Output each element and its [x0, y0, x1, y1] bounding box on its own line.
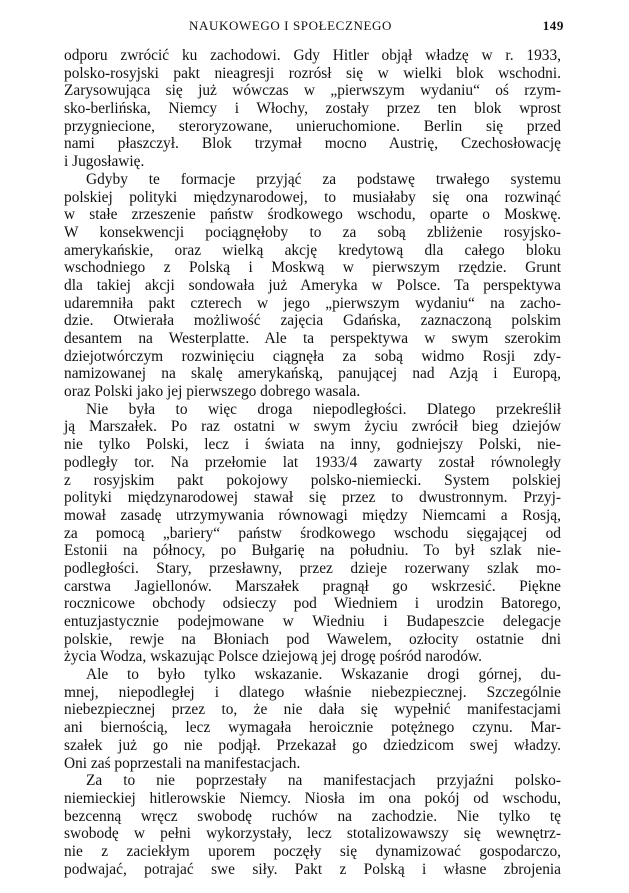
text-line: carstwa Jagiellonów. Marszałek pragnął go wskrzesić. Piękne	[64, 577, 561, 595]
text-line: Estonii na północy, po Bułgarię na południu. To był szlak nie-	[64, 542, 561, 560]
text-line: Nie była to więc droga niepodległości. Dlatego przekreślił	[86, 400, 561, 418]
running-title: NAUKOWEGO I SPOŁECZNEGO	[189, 18, 393, 33]
text-line: mował zasadę utrzymywania równowagi między Niemcami a Rosją,	[64, 506, 561, 524]
text-line: W konsekwencji pociągnęłoby to za sobą zbliżenie rosyjsko-	[64, 223, 561, 241]
text-line: bezcenną wręcz swobodę ruchów na zachodzie. Nie tylko tę	[64, 807, 561, 825]
text-line: i Jugosławię.	[64, 153, 145, 171]
text-line: podległy tor. Na przełomie lat 1933/4 zawarty został równoległy	[64, 453, 561, 471]
text-line: oraz Polski jako jej pierwszego dobrego wasala.	[64, 383, 361, 401]
text-line: mnej, niepodległej i dlatego właśnie niebezpiecznej. Szczególnie	[64, 683, 561, 701]
text-line: dziejotwórczym rozwinięciu ciągnęła za sobą widmo Rosji zdy-	[64, 347, 561, 365]
text-line: ani biernością, lecz wymagała heroicznie potężnego czynu. Mar-	[64, 719, 561, 737]
text-line: Oni zaś poprzestali na manifestacjach.	[64, 754, 301, 772]
text-line: podległości. Stary, przesławny, przez dzieje rozerwany szlak mo-	[64, 559, 561, 577]
text-line: podwajać, potrajać swe siły. Pakt z Polską i własne zbrojenia	[64, 860, 561, 878]
text-line: Gdyby te formacje przyjąć za podstawę trwałego systemu	[86, 170, 561, 188]
text-line: dzie. Otwierała możliwość zajęcia Gdańska, zaznaczoną polskim	[64, 312, 561, 330]
text-line: nami płaszczył. Blok trzymał mocno Austrię, Czechosłowację	[64, 135, 561, 153]
text-line: odporu zwrócić ku zachodowi. Gdy Hitler objął władzę w r. 1933,	[64, 47, 561, 64]
text-line: polskie, rewje na Błoniach pod Wawelem, ozłocity ostatnie dni	[64, 630, 561, 648]
text-line: wschodniego z Polską i Moskwą w pierwszym rzędzie. Grunt	[64, 259, 561, 277]
text-line: polityki międzynarodowej stawał się przez to dwustronnym. Przyj-	[64, 489, 561, 507]
text-line: sko-berlińska, Niemcy i Włochy, zostały przez ten blok wprost	[64, 100, 561, 118]
text-line: ją Marszałek. Po raz ostatni w swym życiu zwrócił bieg dziejów	[64, 418, 561, 436]
text-line: udaremniła pakt czterech w jego „pierwszym wydaniu“ na zacho-	[64, 294, 561, 312]
text-line: życia Wodza, wskazując Polsce dziejową jej drogę pośród narodów.	[64, 648, 483, 666]
text-line: rocznicowe obchody odsieczy pod Wiedniem i urodzin Batorego,	[64, 595, 561, 613]
body-text	[64, 47, 561, 878]
text-line: z rosyjskim pakt pokojowy polsko-niemiecki. System polskiej	[64, 471, 561, 489]
text-line: entuzjastycznie podejmowane w Wiedniu i Budapeszcie delegacje	[64, 613, 561, 630]
text-line: Zarysowująca się już wówczas w „pierwszym wydaniu“ oś rzym-	[64, 82, 561, 100]
text-line: namizowanej na skalę amerykańską, panującej nad Azją i Europą,	[64, 365, 561, 383]
text-line: nie tylko Polski, lecz i świata na inny, godniejszy Polski, nie-	[64, 436, 561, 454]
text-line: niebezpiecznej przez to, że nie dała się wypełnić manifestacjami	[64, 701, 561, 719]
text-line: desantem na Westerplatte. Ale ta perspektywa w swym szerokim	[64, 330, 561, 347]
text-line: Za to nie poprzestały na manifestacjach przyjaźni polsko-	[86, 772, 561, 790]
text-line: szałek już go nie podjął. Przekazał go dziedzicom swej władzy.	[64, 736, 561, 754]
text-line: nie z zaciekłym uporem poczęły się dynamizować gospodarczo,	[64, 842, 561, 860]
text-line: amerykańskie, oraz wielką akcję kredytową dla całego bloku	[64, 241, 561, 259]
text-line: polskiej polityki międzynarodowej, to musiałaby się ona rozwinąć	[64, 188, 561, 206]
text-line: niemieckiej hitlerowskie Niemcy. Niosła im ona pokój od wschodu,	[64, 789, 561, 807]
text-line: w stałe zrzeszenie państw środkowego wschodu, oparte o Moskwę.	[64, 206, 561, 224]
text-line: dla takiej akcji sondowała już Ameryka w Polsce. Ta perspektywa	[64, 276, 561, 294]
text-line: swobodę w pełni wykorzystały, lecz stotalizowawszy się wewnętrz-	[64, 825, 561, 843]
text-line: przygniecione, steroryzowane, unieruchomione. Berlin się przed	[64, 117, 561, 135]
page-number: 149	[542, 18, 564, 33]
text-line: za pomocą „bariery“ państw środkowego wschodu sięgającej od	[64, 524, 561, 542]
text-line: polsko-rosyjski pakt nieagresji rozrósł się w wielki blok wschodni.	[64, 64, 561, 82]
text-line: Ale to było tylko wskazanie. Wskazanie drogi górnej, du-	[86, 666, 561, 684]
